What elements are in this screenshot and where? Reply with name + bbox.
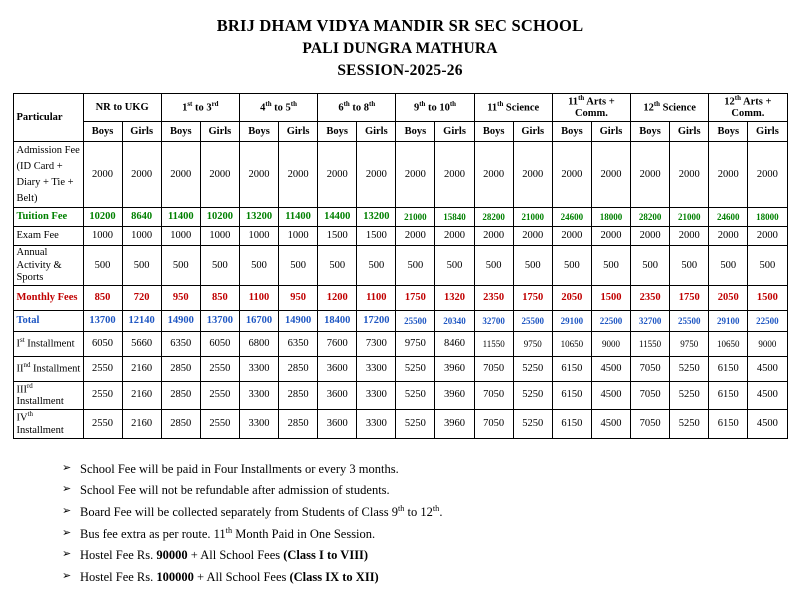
bullet-arrow-icon: ➢ — [62, 461, 72, 474]
fee-cell: 2000 — [83, 142, 122, 208]
fee-cell: 11550 — [474, 331, 513, 356]
note-item — [62, 459, 790, 481]
fee-cell: 500 — [161, 246, 200, 285]
fee-cell: 7300 — [357, 331, 396, 356]
fee-cell: 2550 — [200, 356, 239, 381]
fee-cell: 2350 — [474, 285, 513, 310]
fee-cell: 13200 — [239, 208, 278, 227]
fee-cell: 1500 — [357, 227, 396, 246]
fee-cell: 1200 — [318, 285, 357, 310]
fee-cell: 24600 — [552, 208, 591, 227]
fee-cell: 2000 — [748, 227, 787, 246]
fee-cell: 950 — [279, 285, 318, 310]
fee-cell: 18000 — [748, 208, 787, 227]
fee-cell: 8460 — [435, 331, 474, 356]
group-header: 12th Science — [631, 93, 709, 122]
note-item — [62, 502, 790, 524]
fee-cell: 21000 — [670, 208, 709, 227]
note-item — [62, 567, 790, 589]
group-header-row — [13, 93, 787, 122]
fee-cell: 11400 — [161, 208, 200, 227]
sub-header-boys: Boys — [709, 122, 748, 142]
fee-cell: 2850 — [279, 410, 318, 439]
fee-cell: 13200 — [357, 208, 396, 227]
note-text: Hostel Fee Rs. 90000 + All School Fees (Class I to VIII) — [80, 548, 369, 563]
table-row — [13, 331, 787, 356]
fee-cell: 12140 — [122, 310, 161, 331]
fee-cell: 2850 — [161, 356, 200, 381]
fee-cell: 4500 — [591, 381, 630, 410]
fee-cell: 32700 — [474, 310, 513, 331]
fee-cell: 3300 — [239, 356, 278, 381]
fee-cell: 2000 — [435, 142, 474, 208]
fee-cell: 6150 — [709, 410, 748, 439]
fee-cell: 500 — [279, 246, 318, 285]
fee-cell: 2000 — [670, 142, 709, 208]
fee-cell: 2850 — [161, 381, 200, 410]
fee-cell: 2000 — [474, 142, 513, 208]
fee-cell: 16700 — [239, 310, 278, 331]
fee-cell: 2000 — [200, 142, 239, 208]
row-label: IVth Installment — [13, 410, 83, 439]
school-address: PALI DUNGRA MATHURA — [302, 39, 498, 57]
fee-cell: 2350 — [631, 285, 670, 310]
fee-cell: 2000 — [396, 227, 435, 246]
fee-cell: 3960 — [435, 410, 474, 439]
fee-cell: 2160 — [122, 381, 161, 410]
note-item — [62, 480, 790, 502]
fee-cell: 2850 — [279, 356, 318, 381]
note-item — [62, 545, 790, 567]
fee-cell: 500 — [474, 246, 513, 285]
group-header: 11th Science — [474, 93, 552, 122]
fee-cell: 500 — [83, 246, 122, 285]
fee-cell: 15840 — [435, 208, 474, 227]
fee-cell: 2000 — [161, 142, 200, 208]
fee-cell: 5250 — [396, 356, 435, 381]
note-text: Board Fee will be collected separately from Students of Class 9th to 12th. — [80, 503, 443, 520]
fee-cell: 5250 — [513, 356, 552, 381]
fee-cell: 2550 — [83, 356, 122, 381]
fee-cell: 4500 — [591, 410, 630, 439]
fee-cell: 2550 — [83, 410, 122, 439]
fee-cell: 13700 — [200, 310, 239, 331]
fee-cell: 2850 — [161, 410, 200, 439]
fee-cell: 6350 — [161, 331, 200, 356]
fee-cell: 11550 — [631, 331, 670, 356]
fee-cell: 28200 — [474, 208, 513, 227]
fee-cell: 1500 — [748, 285, 787, 310]
note-text: Hostel Fee Rs. 100000 + All School Fees (Class IX to XII) — [80, 569, 379, 584]
fee-cell: 5250 — [670, 410, 709, 439]
fee-cell: 25500 — [513, 310, 552, 331]
sub-header-boys: Boys — [318, 122, 357, 142]
fee-cell: 29100 — [709, 310, 748, 331]
sub-header-boys: Boys — [83, 122, 122, 142]
sub-header-girls: Girls — [357, 122, 396, 142]
fee-cell: 6150 — [552, 410, 591, 439]
fee-cell: 20340 — [435, 310, 474, 331]
fee-cell: 500 — [318, 246, 357, 285]
fee-cell: 4500 — [748, 356, 787, 381]
fee-cell: 500 — [435, 246, 474, 285]
fee-cell: 28200 — [631, 208, 670, 227]
fee-cell: 2850 — [279, 381, 318, 410]
fee-cell: 2000 — [513, 142, 552, 208]
sub-header-boys: Boys — [631, 122, 670, 142]
table-row — [13, 142, 787, 208]
fee-cell: 2550 — [200, 410, 239, 439]
fee-cell: 25500 — [670, 310, 709, 331]
row-label: Monthly Fees — [13, 285, 83, 310]
fee-cell: 17200 — [357, 310, 396, 331]
fee-cell: 2000 — [631, 142, 670, 208]
fee-cell: 18000 — [591, 208, 630, 227]
fee-cell: 1500 — [591, 285, 630, 310]
fee-cell: 1750 — [670, 285, 709, 310]
fee-cell: 500 — [513, 246, 552, 285]
fee-cell: 1750 — [396, 285, 435, 310]
fee-cell: 2000 — [396, 142, 435, 208]
fee-cell: 500 — [357, 246, 396, 285]
fee-cell: 2000 — [357, 142, 396, 208]
bullet-arrow-icon: ➢ — [62, 504, 72, 517]
fee-cell: 5250 — [513, 381, 552, 410]
note-item — [62, 524, 790, 546]
fee-cell: 2550 — [83, 381, 122, 410]
fee-cell: 7050 — [474, 381, 513, 410]
fee-cell: 500 — [239, 246, 278, 285]
fee-cell: 18400 — [318, 310, 357, 331]
fee-cell: 500 — [591, 246, 630, 285]
note-text: Bus fee extra as per route. 11th Month Paid in One Session. — [80, 525, 376, 541]
header-particular: Particular — [13, 93, 83, 142]
fee-cell: 9000 — [748, 331, 787, 356]
fee-cell: 10650 — [552, 331, 591, 356]
fee-cell: 2000 — [748, 142, 787, 208]
fee-cell: 2000 — [435, 227, 474, 246]
fee-cell: 5250 — [670, 381, 709, 410]
fee-cell: 5250 — [513, 410, 552, 439]
fee-cell: 6050 — [200, 331, 239, 356]
table-row — [13, 356, 787, 381]
fee-cell: 2000 — [591, 227, 630, 246]
fee-cell: 2000 — [122, 142, 161, 208]
group-header: 1st to 3rd — [161, 93, 239, 122]
fee-cell: 5250 — [670, 356, 709, 381]
fee-cell: 21000 — [513, 208, 552, 227]
fee-cell: 1000 — [239, 227, 278, 246]
fee-cell: 4500 — [591, 356, 630, 381]
fee-cell: 3300 — [239, 410, 278, 439]
fee-cell: 6800 — [239, 331, 278, 356]
fee-cell: 1000 — [122, 227, 161, 246]
sub-header-boys: Boys — [161, 122, 200, 142]
fee-cell: 21000 — [396, 208, 435, 227]
fee-cell: 14900 — [161, 310, 200, 331]
fee-cell: 500 — [200, 246, 239, 285]
fee-cell: 9000 — [591, 331, 630, 356]
fee-cell: 10200 — [200, 208, 239, 227]
group-header: 4th to 5th — [239, 93, 317, 122]
fee-cell: 6350 — [279, 331, 318, 356]
fee-cell: 8640 — [122, 208, 161, 227]
note-text: School Fee will not be refundable after admission of students. — [80, 483, 390, 498]
fee-cell: 1320 — [435, 285, 474, 310]
fee-cell: 13700 — [83, 310, 122, 331]
sub-header-girls: Girls — [122, 122, 161, 142]
fee-cell: 3960 — [435, 356, 474, 381]
fee-cell: 2160 — [122, 410, 161, 439]
session-label: SESSION-2025-26 — [337, 62, 463, 80]
fee-cell: 24600 — [709, 208, 748, 227]
fee-cell: 2000 — [279, 142, 318, 208]
fee-cell: 1100 — [239, 285, 278, 310]
row-label: IIIrd Installment — [13, 381, 83, 410]
bullet-arrow-icon: ➢ — [62, 483, 72, 496]
row-label: Exam Fee — [13, 227, 83, 246]
fee-cell: 6150 — [709, 381, 748, 410]
sub-header-girls: Girls — [591, 122, 630, 142]
fee-cell: 5250 — [396, 410, 435, 439]
group-header: 12th Arts + Comm. — [709, 93, 787, 122]
table-row — [13, 310, 787, 331]
fee-cell: 2000 — [513, 227, 552, 246]
sub-header-girls: Girls — [279, 122, 318, 142]
table-row — [13, 381, 787, 410]
fee-cell: 9750 — [396, 331, 435, 356]
fee-cell: 850 — [83, 285, 122, 310]
sub-header-boys: Boys — [552, 122, 591, 142]
fee-cell: 22500 — [748, 310, 787, 331]
row-label: Ist Installment — [13, 331, 83, 356]
fee-cell: 2000 — [709, 142, 748, 208]
fee-cell: 7600 — [318, 331, 357, 356]
row-label: Annual Activity & Sports — [13, 246, 83, 285]
fee-cell: 500 — [552, 246, 591, 285]
fee-cell: 4500 — [748, 381, 787, 410]
sub-header-boys: Boys — [239, 122, 278, 142]
bullet-arrow-icon: ➢ — [62, 526, 72, 539]
table-row — [13, 246, 787, 285]
fee-cell: 2000 — [239, 142, 278, 208]
page-title — [10, 14, 790, 83]
fee-cell: 5250 — [396, 381, 435, 410]
fee-cell: 9750 — [670, 331, 709, 356]
fee-cell: 2050 — [552, 285, 591, 310]
fee-cell: 2000 — [709, 227, 748, 246]
fee-cell: 6150 — [709, 356, 748, 381]
group-header: 9th to 10th — [396, 93, 474, 122]
row-label: Tuition Fee — [13, 208, 83, 227]
fee-cell: 500 — [122, 246, 161, 285]
fee-cell: 3600 — [318, 356, 357, 381]
bullet-arrow-icon: ➢ — [62, 569, 72, 582]
fee-table — [13, 93, 788, 439]
fee-cell: 720 — [122, 285, 161, 310]
fee-cell: 2000 — [670, 227, 709, 246]
sub-header-row — [13, 122, 787, 142]
fee-cell: 2000 — [591, 142, 630, 208]
fee-cell: 10200 — [83, 208, 122, 227]
fee-cell: 500 — [396, 246, 435, 285]
fee-table-body — [13, 142, 787, 438]
fee-cell: 11400 — [279, 208, 318, 227]
fee-cell: 1100 — [357, 285, 396, 310]
fee-cell: 7050 — [474, 410, 513, 439]
group-header: 11th Arts + Comm. — [552, 93, 630, 122]
fee-cell: 5660 — [122, 331, 161, 356]
fee-cell: 950 — [161, 285, 200, 310]
fee-cell: 2000 — [318, 142, 357, 208]
fee-cell: 9750 — [513, 331, 552, 356]
row-label: Admission Fee (ID Card + Diary + Tie + Belt) — [13, 142, 83, 208]
fee-cell: 1500 — [318, 227, 357, 246]
row-label: IInd Installment — [13, 356, 83, 381]
fee-cell: 2000 — [631, 227, 670, 246]
fee-cell: 3300 — [239, 381, 278, 410]
group-header: 6th to 8th — [318, 93, 396, 122]
fee-cell: 500 — [709, 246, 748, 285]
sub-header-boys: Boys — [474, 122, 513, 142]
fee-cell: 14400 — [318, 208, 357, 227]
note-text: School Fee will be paid in Four Installments or every 3 months. — [80, 461, 399, 476]
fee-cell: 3960 — [435, 381, 474, 410]
fee-table-head — [13, 93, 787, 142]
fee-cell: 6150 — [552, 381, 591, 410]
fee-cell: 1000 — [161, 227, 200, 246]
table-row — [13, 285, 787, 310]
fee-cell: 29100 — [552, 310, 591, 331]
fee-cell: 7050 — [631, 381, 670, 410]
fee-cell: 2000 — [552, 142, 591, 208]
fee-cell: 2550 — [200, 381, 239, 410]
fee-cell: 1000 — [200, 227, 239, 246]
sub-header-girls: Girls — [670, 122, 709, 142]
bullet-arrow-icon: ➢ — [62, 548, 72, 561]
fee-cell: 7050 — [474, 356, 513, 381]
fee-cell: 7050 — [631, 356, 670, 381]
sub-header-girls: Girls — [513, 122, 552, 142]
notes-list — [62, 459, 790, 588]
sub-header-boys: Boys — [396, 122, 435, 142]
table-row — [13, 208, 787, 227]
fee-cell: 2160 — [122, 356, 161, 381]
fee-cell: 14900 — [279, 310, 318, 331]
group-header: NR to UKG — [83, 93, 161, 122]
fee-cell: 7050 — [631, 410, 670, 439]
fee-cell: 3300 — [357, 381, 396, 410]
fee-cell: 25500 — [396, 310, 435, 331]
fee-cell: 4500 — [748, 410, 787, 439]
table-row — [13, 410, 787, 439]
fee-cell: 32700 — [631, 310, 670, 331]
fee-cell: 2050 — [709, 285, 748, 310]
row-label: Total — [13, 310, 83, 331]
sub-header-girls: Girls — [435, 122, 474, 142]
fee-cell: 2000 — [552, 227, 591, 246]
fee-cell: 6050 — [83, 331, 122, 356]
sub-header-girls: Girls — [748, 122, 787, 142]
fee-cell: 10650 — [709, 331, 748, 356]
table-row — [13, 227, 787, 246]
fee-cell: 3600 — [318, 381, 357, 410]
fee-cell: 2000 — [474, 227, 513, 246]
fee-cell: 3300 — [357, 356, 396, 381]
fee-cell: 3300 — [357, 410, 396, 439]
fee-cell: 22500 — [591, 310, 630, 331]
fee-cell: 6150 — [552, 356, 591, 381]
fee-cell: 3600 — [318, 410, 357, 439]
fee-cell: 1000 — [279, 227, 318, 246]
fee-cell: 500 — [748, 246, 787, 285]
fee-cell: 500 — [631, 246, 670, 285]
fee-cell: 1750 — [513, 285, 552, 310]
sub-header-girls: Girls — [200, 122, 239, 142]
fee-cell: 500 — [670, 246, 709, 285]
fee-cell: 850 — [200, 285, 239, 310]
school-name: BRIJ DHAM VIDYA MANDIR SR SEC SCHOOL — [216, 16, 584, 35]
fee-cell: 1000 — [83, 227, 122, 246]
